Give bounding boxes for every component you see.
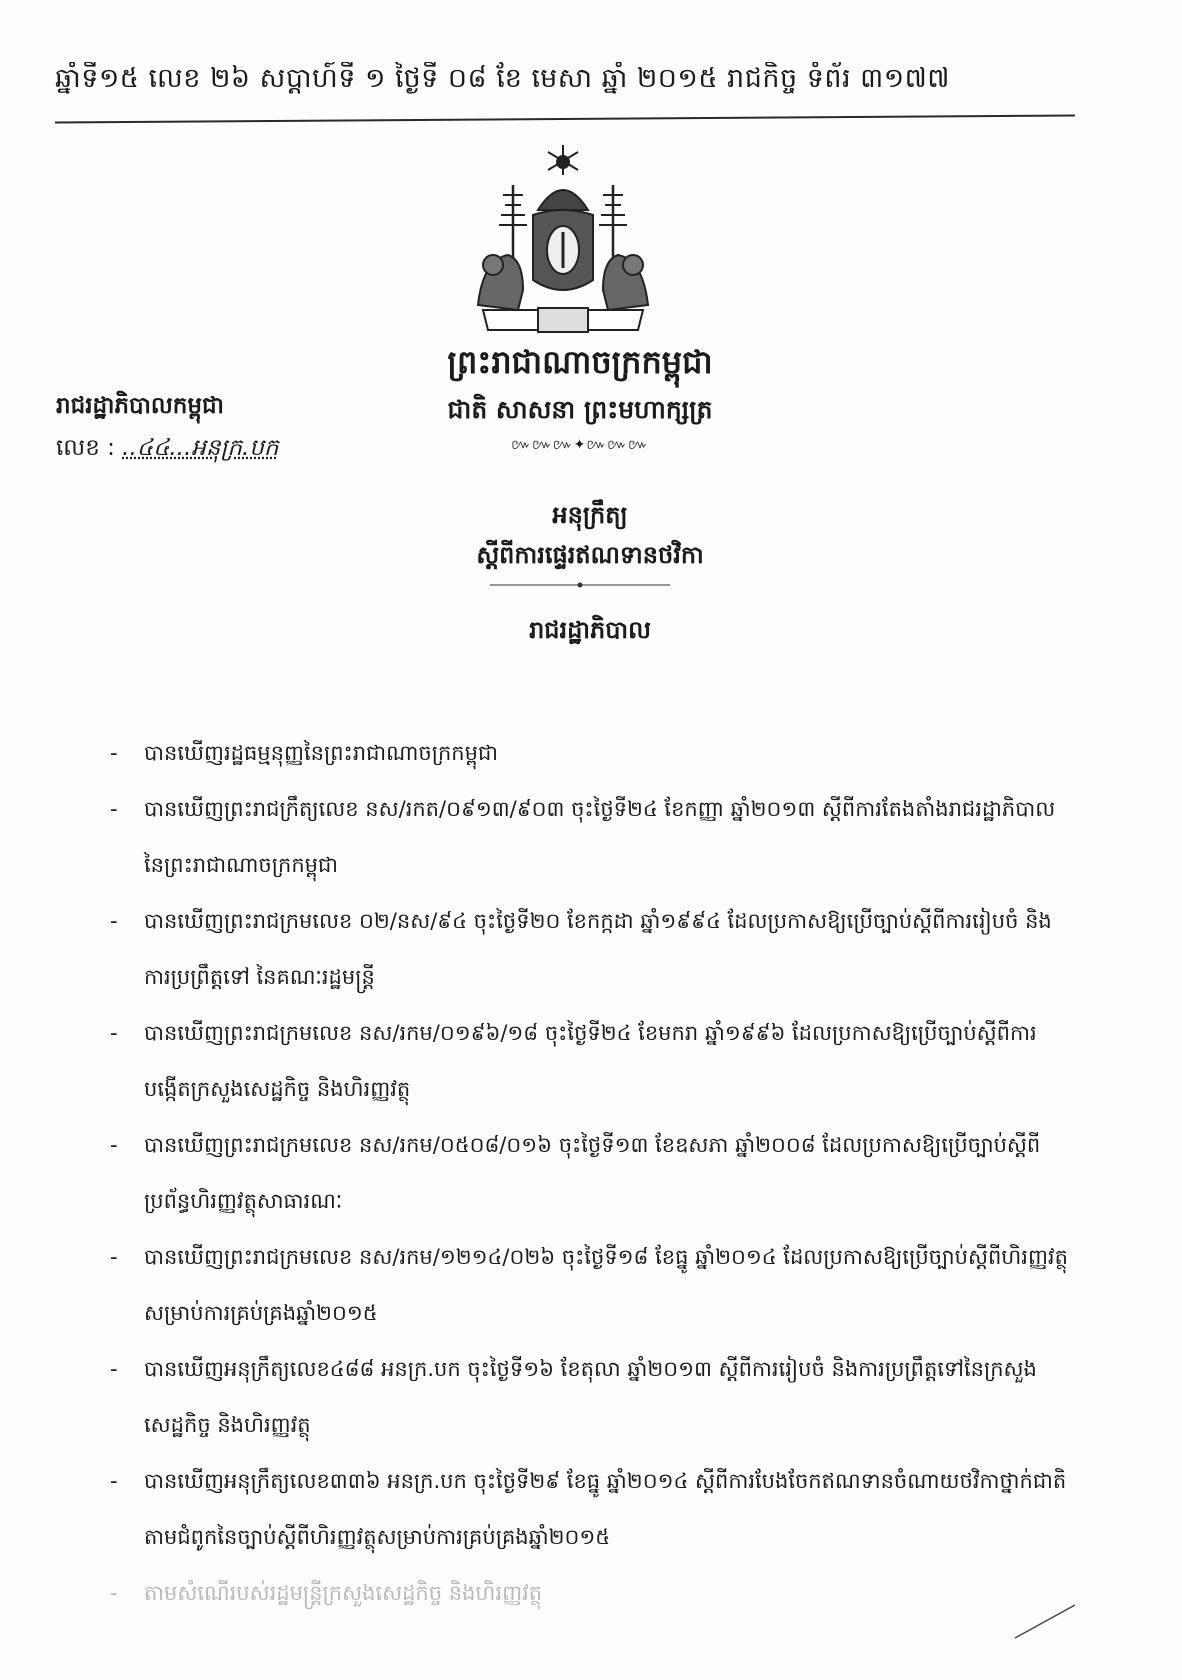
recital-marker: - xyxy=(110,1133,118,1157)
recital-text: បានឃើញអនុក្រឹត្យលេខ៣៣៦ អនក្រ.បក ចុះថ្ងៃទី២៩ ខែធ្នូ ឆ្នាំ២០១៤ ស្តីពីការបែងចែកឥណទានចំណាយថវិកាថ្នាក់ជាតិតាមជំពូកនៃច្បាប់ស្តីពីហិរញ្ញវត្ថុសម្រាប់ការគ្រប់គ្រងឆ្នាំ២០១៥ xyxy=(144,1469,1067,1549)
recital-text: បានឃើញព្រះរាជក្រមលេខ នស/រកម/០១៩៦/១៨ ចុះថ្ងៃទី២៤ ខែមករា ឆ្នាំ១៩៩៦ ដែលប្រកាសឱ្យប្រើច្បាប់ស្តីពីការបង្កើតក្រសួងសេដ្ឋកិច្ច និងហិរញ្ញវត្ថុ xyxy=(144,1021,1037,1101)
recital-marker: - xyxy=(110,1245,118,1269)
recital-marker: - xyxy=(110,1021,118,1045)
issuer-name: រាជរដ្ឋាភិបាលកម្ពុជា xyxy=(56,393,224,419)
recitals-list xyxy=(110,725,1070,1621)
recital-text: បានឃើញរដ្ឋធម្មនុញ្ញនៃព្រះរាជាណាចក្រកម្ពុជា xyxy=(144,741,498,765)
recital-marker: - xyxy=(110,909,118,933)
divider-ornament xyxy=(490,580,670,590)
list-item xyxy=(110,1341,1070,1453)
document-number-value: ..៤៤...អនុក្រ.បក xyxy=(122,435,279,461)
scan-artifact xyxy=(1010,1600,1080,1640)
document-number-label: លេខ : xyxy=(56,435,115,461)
document-type: អនុក្រឹត្យ xyxy=(552,501,628,529)
recital-text: បានឃើញព្រះរាជក្រមលេខ ០២/នស/៩៤ ចុះថ្ងៃទី២០ ខែកក្កដា ឆ្នាំ១៩៩៤ ដែលប្រកាសឱ្យប្រើច្បាប់ស្តីពីការរៀបចំ និងការប្រព្រឹត្តទៅ នៃគណៈរដ្ឋមន្ត្រី xyxy=(144,909,1052,989)
recital-marker: - xyxy=(110,741,118,765)
header-rule xyxy=(55,114,1075,123)
list-item xyxy=(110,1565,1070,1621)
list-item xyxy=(110,1453,1070,1565)
list-item xyxy=(110,725,1070,781)
issuing-authority: រាជរដ្ឋាភិបាល xyxy=(529,616,651,644)
recital-marker: - xyxy=(110,1469,118,1493)
recital-text: បានឃើញព្រះរាជក្រមលេខ នស/រកម/១២១៤/០២៦ ចុះថ្ងៃទី១៨ ខែធ្នូ ឆ្នាំ២០១៤ ដែលប្រកាសឱ្យប្រើច្បាប់ស្តីពីហិរញ្ញវត្ថុសម្រាប់ការគ្រប់គ្រងឆ្នាំ២០១៥ xyxy=(144,1245,1068,1325)
royal-coat-of-arms-icon xyxy=(468,140,658,340)
recital-text: បានឃើញព្រះរាជក្រមលេខ នស/រកម/០៥០៨/០១៦ ចុះថ្ងៃទី១៣ ខែឧសភា ឆ្នាំ២០០៨ ដែលប្រកាសឱ្យប្រើច្បាប់ស្តីពីប្រព័ន្ធហិរញ្ញវត្ថុសាធារណៈ xyxy=(144,1133,1041,1213)
list-item xyxy=(110,1229,1070,1341)
recital-text: តាមសំណើរបស់រដ្ឋមន្ត្រីក្រសួងសេដ្ឋកិច្ច និងហិរញ្ញវត្ថុ xyxy=(144,1581,543,1605)
recital-marker: - xyxy=(110,797,118,821)
list-item xyxy=(110,893,1070,1005)
list-item xyxy=(110,781,1070,893)
document-subject: ស្តីពីការផ្ទេរឥណទានថវិកា xyxy=(476,541,704,569)
recital-marker: - xyxy=(110,1581,118,1605)
national-motto: ជាតិ សាសនា ព្រះមហាក្សត្រ xyxy=(447,395,713,424)
motto-ornament: ៚៚៚✦៚៚៚ xyxy=(511,437,649,453)
recital-text: បានឃើញព្រះរាជក្រឹត្យលេខ នស/រកត/០៩១៣/៩០៣ ចុះថ្ងៃទី២៤ ខែកញ្ញា ឆ្នាំ២០១៣ ស្តីពីការតែងតាំងរាជរដ្ឋាភិបាល នៃព្រះរាជាណាចក្រកម្ពុជា xyxy=(144,797,1056,877)
kingdom-title: ព្រះរាជាណាចក្រកម្ពុជា xyxy=(447,343,713,381)
list-item xyxy=(110,1117,1070,1229)
recital-marker: - xyxy=(110,1357,118,1381)
gazette-header: ឆ្នាំទី១៥ លេខ ២៦ សប្តាហ៍ទី ១ ថ្ងៃទី ០៨ ខែ មេសា ឆ្នាំ ២០១៥ រាជកិច្ច ទំព័រ ៣១៧៧ xyxy=(55,63,950,94)
list-item xyxy=(110,1005,1070,1117)
recital-text: បានឃើញអនុក្រឹត្យលេខ៤៨៨ អនក្រ.បក ចុះថ្ងៃទី១៦ ខែតុលា ឆ្នាំ២០១៣ ស្តីពីការរៀបចំ និងការប្រព្រឹត្តទៅនៃក្រសួងសេដ្ឋកិច្ច និងហិរញ្ញវត្ថុ xyxy=(144,1357,1037,1437)
document-number xyxy=(56,434,278,467)
